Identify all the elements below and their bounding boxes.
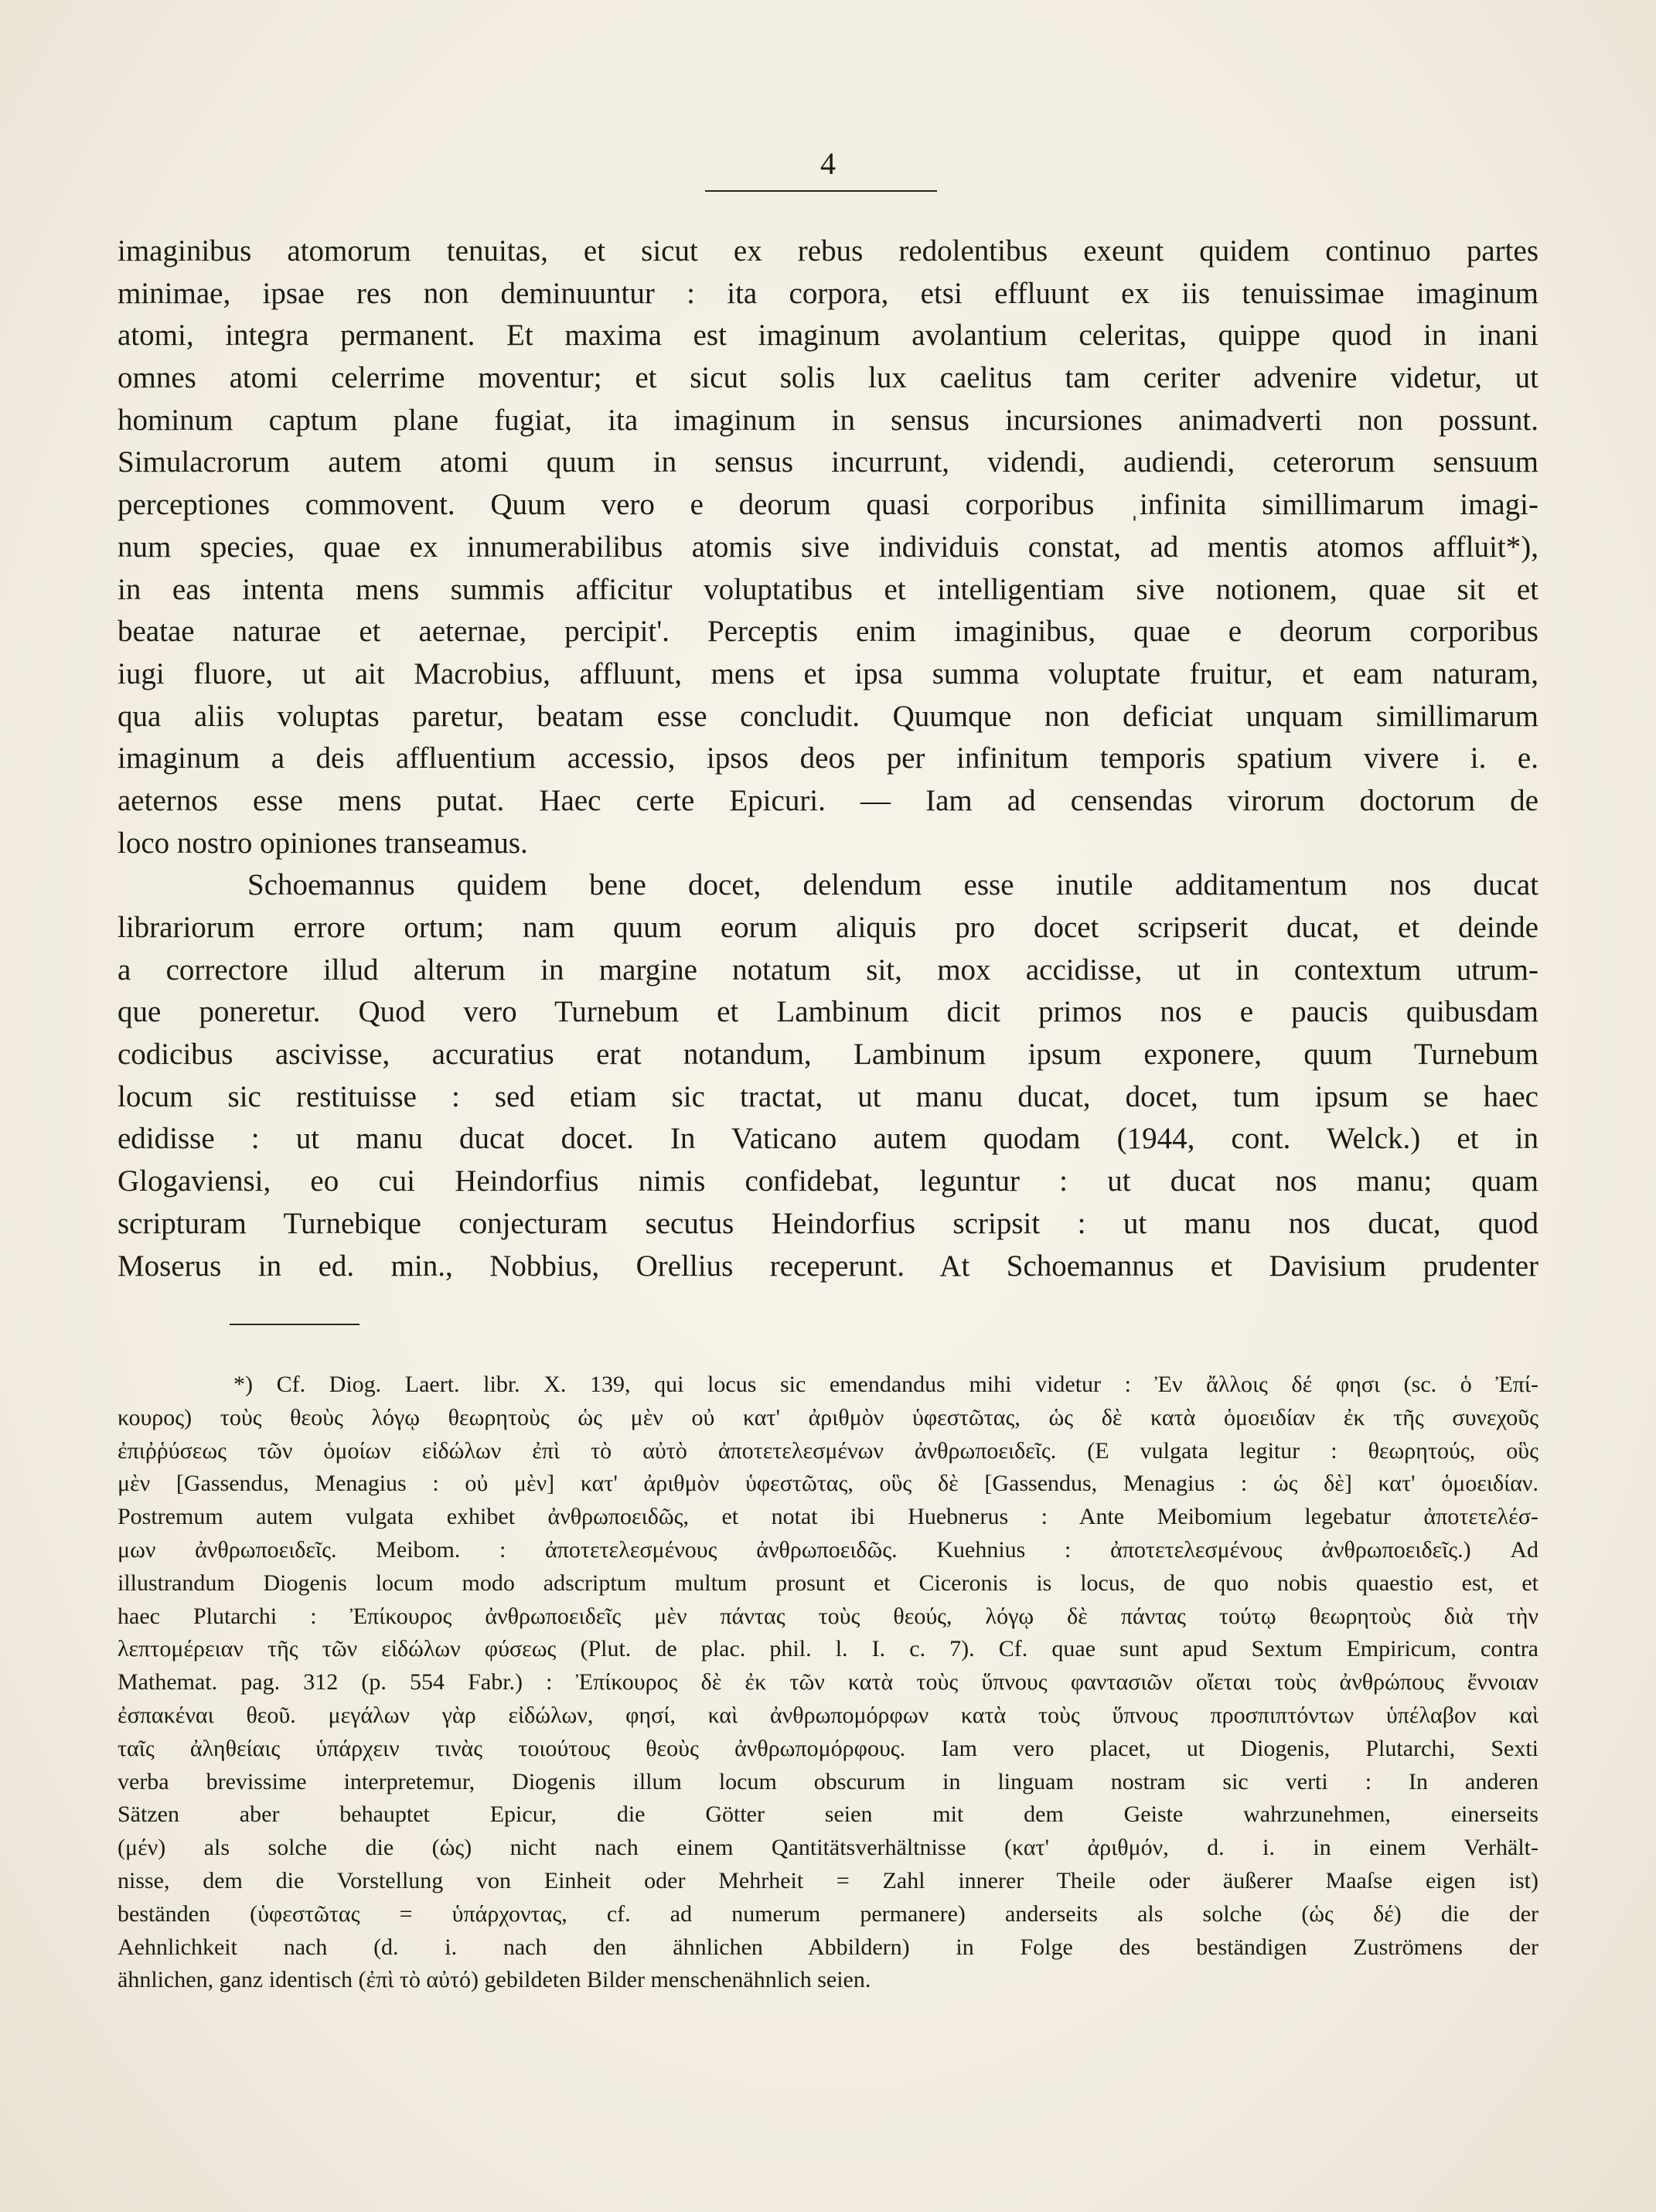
footnote-line: Mathemat. pag. 312 (p. 554 Fabr.) : Ἐπίκουρος δὲ ἐκ τῶν κατὰ τοὺς ὕπνους φαντασιῶν οἴεται τοὺς ἀνθρώπους ἔννοιαν — [118, 1669, 1538, 1696]
text-line: hominum captum plane fugiat, ita imaginum in sensus incursiones animadverti non possunt. — [118, 403, 1538, 437]
text-line: librariorum errore ortum; nam quum eorum aliquis pro docet scripserit ducat, et deinde — [118, 911, 1538, 944]
text-line: perceptiones commovent. Quum vero e deorum quasi corporibus ˌinfinita simillimarum imagi- — [118, 488, 1538, 522]
text-line: imaginibus atomorum tenuitas, et sicut ex rebus redolentibus exeunt quidem continuo partes — [118, 234, 1538, 268]
footnote-line: illustrandum Diogenis locum modo adscriptum multum prosunt et Ciceronis is locus, de quo nobis quaestio est, et — [118, 1570, 1538, 1596]
text-line: iugi fluore, ut ait Macrobius, affluunt, mens et ipsa summa voluptate fruitur, et eam naturam, — [118, 656, 1538, 690]
text-line: qua aliis voluptas paretur, beatam esse concludit. Quumque non deficiat unquam simillimarum — [118, 699, 1538, 733]
footnote-line: Postremum autem vulgata exhibet ἀνθρωποειδῶς, et notat ibi Huebnerus : Ante Meibomium legebatur ἀποτετελέσ- — [118, 1504, 1538, 1530]
footnote-line: nisse, dem die Vorstellung von Einheit oder Mehrheit = Zahl innerer Theile oder äußerer Maaſse eigen ist) — [118, 1867, 1538, 1893]
footnote-line: Sätzen aber behauptet Epicur, die Götter seien mit dem Geiste wahrzunehmen, einerseits — [118, 1801, 1538, 1828]
text-line: que poneretur. Quod vero Turnebum et Lambinum dicit primos nos e paucis quibusdam — [118, 995, 1538, 1029]
footnote-line: ähnlichen, ganz identisch (ἐπὶ τὸ αὐτό) gebildeten Bilder menschenähnlich seien. — [118, 1967, 871, 1993]
text-line: num species, quae ex innumerabilibus atomis sive individuis constat, ad mentis atomos affluit*), — [118, 530, 1538, 564]
text-line: edidisse : ut manu ducat docet. In Vaticano autem quodam (1944, cont. Welck.) et in — [118, 1122, 1538, 1156]
text-line: loco nostro opiniones transeamus. — [118, 826, 528, 860]
footnote-line: λεπτομέρειαν τῆς τῶν εἰδώλων φύσεως (Plut. de plac. phil. l. I. c. 7). Cf. quae sunt apud Sextum Empiricum, contra — [118, 1636, 1538, 1662]
text-line: imaginum a deis affluentium accessio, ipsos deos per infinitum temporis spatium vivere i. e. — [118, 741, 1538, 775]
footnote-line: ἐσπακέναι θεοῦ. μεγάλων γὰρ εἰδώλων, φησί, καὶ ἀνθρωπομόρφων κατὰ τοὺς ὕπνους προσπιπτόντων ὑπέλαβον καὶ — [118, 1702, 1538, 1728]
text-line: aeternos esse mens putat. Haec certe Epicuri. — Iam ad censendas virorum doctorum de — [118, 783, 1538, 817]
footnote-rule — [230, 1324, 359, 1325]
text-line: codicibus ascivisse, accuratius erat notandum, Lambinum ipsum exponere, quum Turnebum — [118, 1038, 1538, 1072]
main-text — [118, 230, 1538, 1287]
text-line: minimae, ipsae res non deminuuntur : ita corpora, etsi effluunt ex iis tenuissimae imaginum — [118, 276, 1538, 310]
text-line: in eas intenta mens summis afficitur voluptatibus et intelligentiam sive notionem, quae sit et — [118, 572, 1538, 606]
page-number: 4 — [820, 146, 836, 181]
footnote-line: κουρος) τοὺς θεοὺς λόγῳ θεωρητοὺς ὡς μὲν οὐ κατ' ἀριθμὸν ὑφεστῶτας, ὡς δὲ κατὰ ὁμοειδίαν ἐκ τῆς συνεχοῦς — [118, 1404, 1538, 1430]
footnote-line: *) Cf. Diog. Laert. libr. X. 139, qui locus sic emendandus mihi videtur : Ἐν ἄλλοις δέ φησι (sc. ὁ Ἐπί- — [233, 1372, 1538, 1397]
text-line: Schoemannus quidem bene docet, delendum esse inutile additamentum nos ducat — [247, 868, 1538, 902]
text-line: a correctore illud alterum in margine notatum sit, mox accidisse, ut in contextum utrum- — [118, 953, 1538, 987]
text-line: Glogaviensi, eo cui Heindorfius nimis confidebat, leguntur : ut ducat nos manu; quam — [118, 1164, 1538, 1198]
text-line: omnes atomi celerrime moventur; et sicut solis lux caelitus tam ceriter advenire videtur, ut — [118, 361, 1538, 395]
footnote-line: haec Plutarchi : Ἐπίκουρος ἀνθρωποειδεῖς μὲν πάντας τοὺς θεούς, λόγῳ δὲ πάντας τούτῳ θεωρητοὺς διὰ τὴν — [118, 1603, 1538, 1629]
footnote-line: ταῖς ἀληθείαις ὑπάρχειν τινὰς τοιούτους θεοὺς ἀνθρωπομόρφους. Iam vero placet, ut Diogenis, Plutarchi, Sexti — [118, 1735, 1538, 1761]
footnote — [118, 1368, 1538, 1997]
text-line: atomi, integra permanent. Et maxima est imaginum avolantium celeritas, quippe quod in inani — [118, 319, 1538, 353]
text-line: beatae naturae et aeternae, percipit'. Perceptis enim imaginibus, quae e deorum corporibus — [118, 615, 1538, 649]
footnote-line: μὲν [Gassendus, Menagius : οὐ μὲν] κατ' ἀριθμὸν ὑφεστῶτας, οὓς δὲ [Gassendus, Menagius : ὡς δὲ] κατ' ὁμοειδίαν. — [118, 1471, 1538, 1497]
text-line: scripturam Turnebique conjecturam secutus Heindorfius scripsit : ut manu nos ducat, quod — [118, 1206, 1538, 1240]
footnote-line: ἐπιῤῥύσεως τῶν ὁμοίων εἰδώλων ἐπὶ τὸ αὐτὸ ἀποτετελεσμένων ἀνθρωποειδεῖς. (E vulgata legitur : θεωρητούς, οὓς — [118, 1437, 1538, 1464]
text-line: Moserus in ed. min., Nobbius, Orellius receperunt. At Schoemannus et Davisium prudenter — [118, 1249, 1538, 1283]
footnote-line: μων ἀνθρωποειδεῖς. Meibom. : ἀποτετελεσμένους ἀνθρωποειδῶς. Kuehnius : ἀποτετελεσμένους ἀνθρωποειδεῖς.) Ad — [118, 1536, 1538, 1563]
footnote-line: beständen (ὑφεστῶτας = ὑπάρχοντας, cf. ad numerum permanere) anderseits als solche (ὡς δέ) die der — [118, 1900, 1538, 1927]
footnote-line: (μέν) als solche die (ὡς) nicht nach einem Qantitätsverhältnisse (κατ' ἀριθμόν, d. i. in einem Verhält- — [118, 1835, 1538, 1861]
page-number-rule — [705, 190, 937, 192]
text-line: Simulacrorum autem atomi quum in sensus incurrunt, videndi, audiendi, ceterorum sensuum — [118, 445, 1538, 479]
footnote-line: Aehnlichkeit nach (d. i. nach den ähnlichen Abbildern) in Folge des beständigen Zuströmens der — [118, 1934, 1538, 1960]
footnote-line: verba brevissime interpretemur, Diogenis illum locum obscurum in linguam nostram sic verti : In anderen — [118, 1768, 1538, 1794]
text-line: locum sic restituisse : sed etiam sic tractat, ut manu ducat, docet, tum ipsum se haec — [118, 1079, 1538, 1113]
